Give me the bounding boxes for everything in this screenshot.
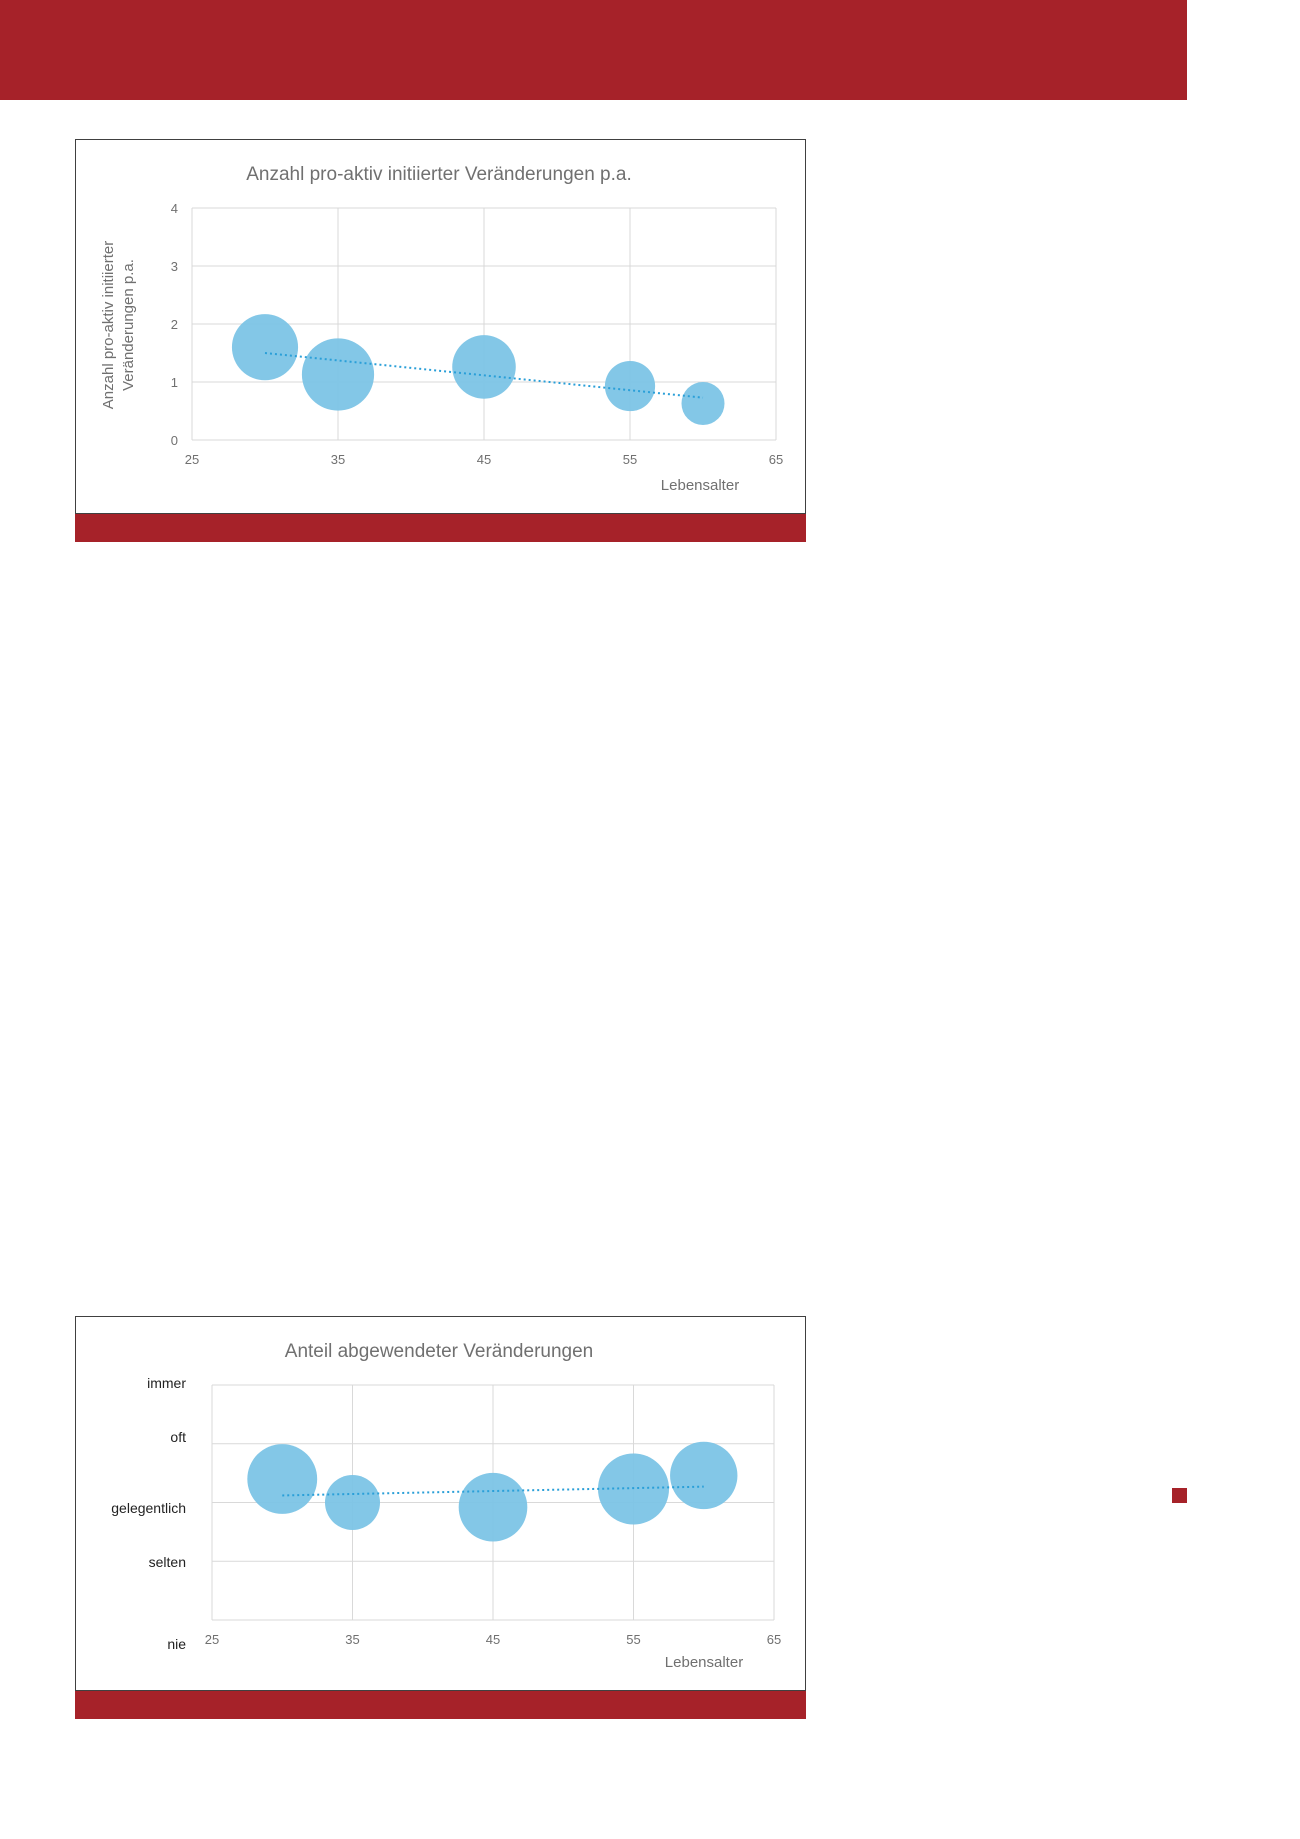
chart2-footer-band	[75, 1691, 806, 1719]
c2-ycat-label: oft	[170, 1429, 186, 1445]
chart1-ylabel-line1: Anzahl pro-aktiv initiierter	[100, 240, 117, 410]
c1-bubble-1	[302, 338, 374, 410]
c2-bubble-0	[247, 1444, 317, 1514]
c1-bubble-0	[232, 314, 298, 380]
c1-ytick-label: 0	[170, 433, 178, 448]
c2-xtick-label: 35	[345, 1632, 360, 1647]
chart2-xlabel: Lebensalter	[664, 1654, 744, 1671]
c1-ytick-label: 3	[170, 259, 178, 274]
chart1-footer-band	[75, 514, 806, 542]
c1-ytick-label: 1	[170, 375, 178, 390]
c1-bubble-2	[452, 335, 516, 399]
c1-xtick-label: 55	[622, 452, 638, 467]
c1-xtick-label: 25	[184, 452, 200, 467]
chart1-ylabel-line2: Veränderungen p.a.	[120, 259, 137, 391]
c2-xtick-label: 45	[485, 1632, 501, 1647]
c1-bubble-3	[605, 361, 655, 411]
c2-bubble-1	[325, 1475, 380, 1530]
c2-ycat-label: selten	[148, 1554, 186, 1570]
c1-bubble-4	[681, 382, 724, 425]
chart-averted-changes	[75, 1316, 806, 1691]
chart1-title: Anzahl pro-aktiv initiierter Veränderungen p.a.	[246, 164, 632, 185]
chart1-xlabel: Lebensalter	[660, 477, 740, 494]
c2-ycat-label: gelegentlich	[111, 1500, 186, 1516]
c1-ytick-label: 2	[170, 317, 178, 332]
c1-xtick-label: 65	[768, 452, 784, 467]
c2-xtick-label: 55	[626, 1632, 641, 1647]
c2-bubble-4	[670, 1442, 737, 1509]
c2-xtick-label: 65	[766, 1632, 782, 1647]
chart1-svg	[76, 140, 807, 515]
c2-ycat-label: nie	[167, 1636, 186, 1652]
c2-xtick-label: 25	[204, 1632, 220, 1647]
c2-bubble-2	[459, 1473, 528, 1542]
side-marker	[1172, 1488, 1187, 1503]
c1-xtick-label: 45	[476, 452, 492, 467]
c2-ycat-label: immer	[147, 1375, 186, 1391]
c1-xtick-label: 35	[330, 452, 346, 467]
header-band	[0, 0, 1187, 100]
c1-ytick-label: 4	[170, 201, 178, 216]
chart2-title: Anteil abgewendeter Veränderungen	[284, 1341, 594, 1362]
chart2-svg	[76, 1317, 807, 1692]
chart-proactive-changes	[75, 139, 806, 514]
